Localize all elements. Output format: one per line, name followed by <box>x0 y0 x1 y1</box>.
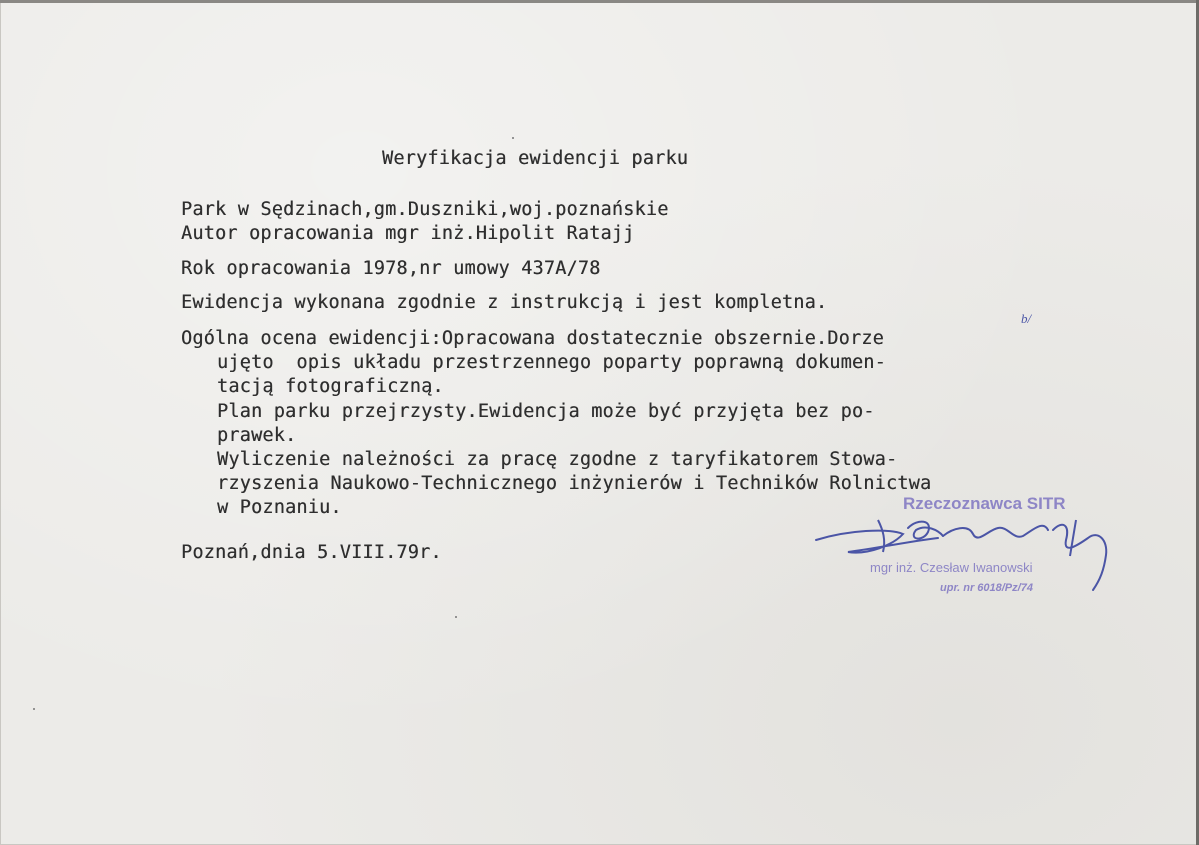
assessment-line-6: Wyliczenie należności za pracę zgodne z taryfikatorem Stowa- <box>217 449 898 470</box>
assessment-line-8: w Poznaniu. <box>217 497 342 518</box>
stamp-title: Rzeczoznawca SITR <box>903 494 1066 513</box>
year-contract-line: Rok opracowania 1978,nr umowy 437A/78 <box>181 258 601 279</box>
place-date-line: Poznań,dnia 5.VIII.79r. <box>181 542 442 563</box>
assessment-line-3: tacją fotograficzną. <box>217 376 444 397</box>
stamp-name: mgr inż. Czesław Iwanowski <box>870 560 1033 575</box>
assessment-line-4: Plan parku przejrzysty.Ewidencja może być przyjęta bez po- <box>217 401 875 422</box>
signature-image <box>808 500 1128 595</box>
assessment-line-2: ujęto opis układu przestrzennego poparty poprawną dokumen- <box>217 352 886 373</box>
assessment-line-7: rzyszenia Naukowo-Technicznego inżynierów i Techników Rolnictwa <box>217 473 932 494</box>
document-title: Weryfikacja ewidencji parku <box>382 148 689 169</box>
stamp-number: upr. nr 6018/Pz/74 <box>940 582 1033 594</box>
paper-speck <box>455 616 457 618</box>
paper-speck <box>512 137 514 139</box>
handwritten-correction: b/ <box>1021 311 1032 326</box>
scan-edge-top <box>0 0 1199 3</box>
paper-speck <box>33 708 35 710</box>
completeness-line: Ewidencja wykonana zgodnie z instrukcją i jest kompletna. <box>181 292 828 313</box>
author-line: Autor opracowania mgr inż.Hipolit Ratajj <box>181 223 635 244</box>
assessment-line-5: prawek. <box>217 425 297 446</box>
park-location-line: Park w Sędzinach,gm.Duszniki,woj.poznańskie <box>181 199 669 220</box>
assessment-line-1: Ogólna ocena ewidencji:Opracowana dostatecznie obszernie.Dorze <box>181 328 884 349</box>
